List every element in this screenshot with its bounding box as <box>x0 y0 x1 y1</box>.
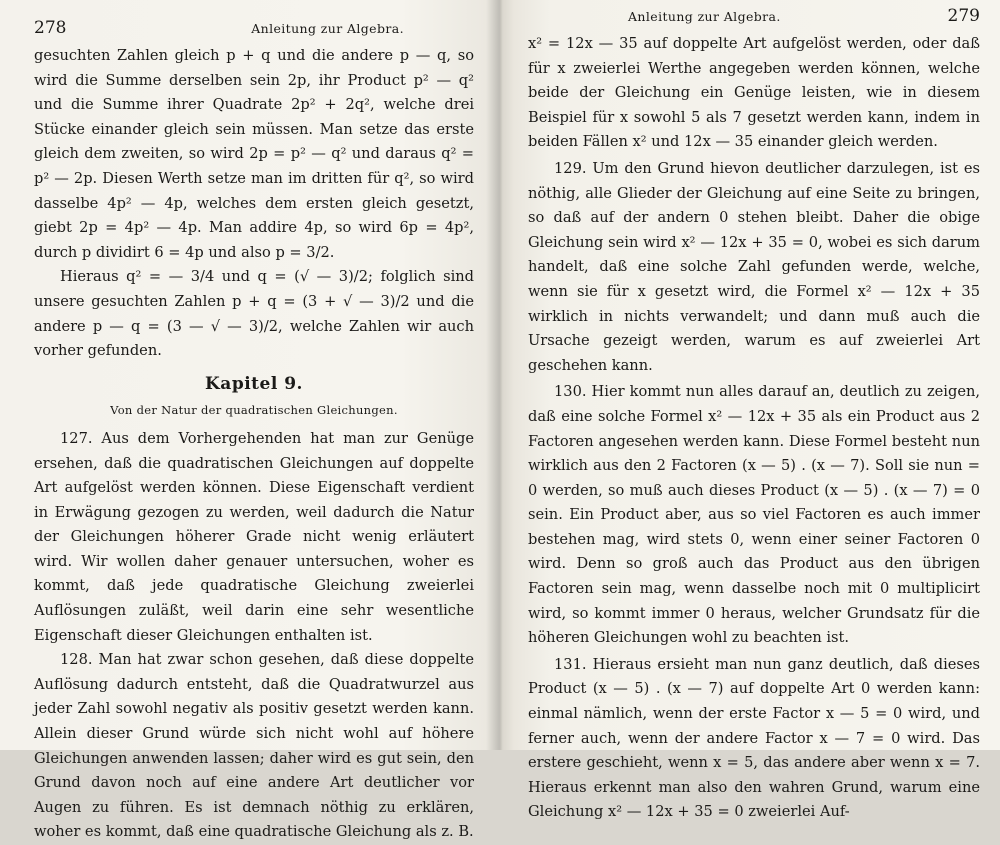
paragraph-127: 127. Aus dem Vorhergehenden hat man zur Genüge ersehen, daß die quadratischen Gleichungen auf doppelte Art aufgelöst werden können. Diese Eigenschaft verdient in Erwägung gezogen zu werden, weil dadurch die Natur der Gleichungen höherer Grade nicht wenig erläutert wird. Wir wollen daher genauer untersuchen, woher es kommt, daß jede quadratische Gleichung zweierlei Auflösungen zuläßt, weil darin eine sehr wesentliche Eigenschaft dieser Gleichungen enthalten ist. <box>34 429 474 644</box>
right-page-header <box>528 6 980 32</box>
paragraph-131: 131. Hieraus ersieht man nun ganz deutlich, daß dieses Product (x — 5) . (x — 7) auf doppelte Art 0 werden kann: einmal nämlich, wenn der erste Factor x — 5 = 0 wird, und ferner auch, wenn der andere Factor x — 7 = 0 wird. Das erstere geschieht, wenn x = 5, das andere aber wenn x = 7. Hieraus erkennt man also den wahren Grund, warum eine Gleichung x² — 12x + 35 = 0 zweierlei Auf- <box>528 655 980 821</box>
paragraph-130: 130. Hier kommt nun alles darauf an, deutlich zu zeigen, daß eine solche Formel x² — 12x + 35 als ein Product aus 2 Factoren angesehen werden kann. Diese Formel besteht nun wirklich aus den 2 Factoren (x — 5) . (x — 7). Soll sie nun = 0 werden, so muß auch dieses Product (x — 5) . (x — 7) = 0 sein. Ein Product aber, aus so viel Factoren es auch immer bestehen mag, wird stets 0, wenn einer seiner Factoren 0 wird. Denn so groß auch das Product aus den übrigen Factoren sein mag, wenn dasselbe noch mit 0 multiplicirt wird, so kommt immer 0 heraus, welcher Grundsatz für die höheren Gleichungen wohl zu beachten ist. <box>528 383 980 647</box>
left-page-header <box>34 18 474 44</box>
paragraph-continued: gesuchten Zahlen gleich p + q und die andere p — q, so wird die Summe derselben sein 2p, ihr Product p² — q² und die Summe ihrer Quadrate 2p² + 2q², welche drei Stücke einander gleich sein müssen. Man setze das erste gleich dem zweiten, so wird 2p = p² — q² und daraus q² = p² — 2p. Diesen Werth setze man im dritten für q², so wird dasselbe 4p² — 4p, welches dem ersten gleich gesetzt, giebt 2p = 4p² — 4p. Man addire 4p, so wird 6p = 4p², durch p dividirt 6 = 4p und also p = 3/2. <box>34 47 474 261</box>
paragraph-result: Hieraus q² = — 3/4 und q = (√ — 3)/2; folglich sind unsere gesuchten Zahlen p + q = (3 + √ — 3)/2 und die andere p — q = (3 — √ — 3)/2, welche Zahlen wir auch vorher gefunden. <box>34 268 474 360</box>
right-page-number: 279 <box>947 6 980 26</box>
left-page-number: 278 <box>34 18 67 38</box>
right-running-head: Anleitung zur Algebra. <box>628 9 781 24</box>
paragraph-129: 129. Um den Grund hievon deutlicher darzulegen, ist es nöthig, alle Glieder der Gleichung auf eine Seite zu bringen, so daß auf der andern 0 stehen bleibt. Daher die obige Gleichung sein wird x² — 12x + 35 = 0, wobei es sich darum handelt, daß eine solche Zahl gefunden werde, welche, wenn sie für x gesetzt wird, die Formel x² — 12x + 35 wirklich in nichts verwandelt; und dann muß auch die Ursache gezeigt werden, warum es auf zweierlei Art geschehen kann. <box>528 159 980 374</box>
left-running-head: Anleitung zur Algebra. <box>251 21 404 36</box>
left-page <box>0 0 500 841</box>
chapter-subtitle: Von der Natur der quadratischen Gleichungen. <box>110 403 398 418</box>
paragraph-128: 128. Man hat zwar schon gesehen, daß diese doppelte Auflösung dadurch entsteht, daß die Quadratwurzel aus jeder Zahl sowohl negativ als positiv gesetzt werden kann. Allein dieser Grund würde sich nicht wohl auf höhere Gleichungen anwenden lassen; daher wird es gut sein, den Grund davon noch auf eine andere Art deutlicher vor Augen zu führen. Es ist demnach nöthig zu erklären, woher es kommt, daß eine quadratische Gleichung als z. B. <box>34 651 474 841</box>
right-page <box>500 0 1000 821</box>
right-page-body <box>528 32 980 825</box>
left-page-body <box>34 44 474 845</box>
chapter-title: Kapitel 9. <box>205 373 303 394</box>
paragraph-continued: x² = 12x — 35 auf doppelte Art aufgelöst werden, oder daß für x zweierlei Werthe angegeben werden können, welche beide der Gleichung ein Genüge leisten, wie in diesem Beispiel für x sowohl 5 als 7 gesetzt werden kann, indem in beiden Fällen x² und 12x — 35 einander gleich werden. <box>528 35 980 151</box>
